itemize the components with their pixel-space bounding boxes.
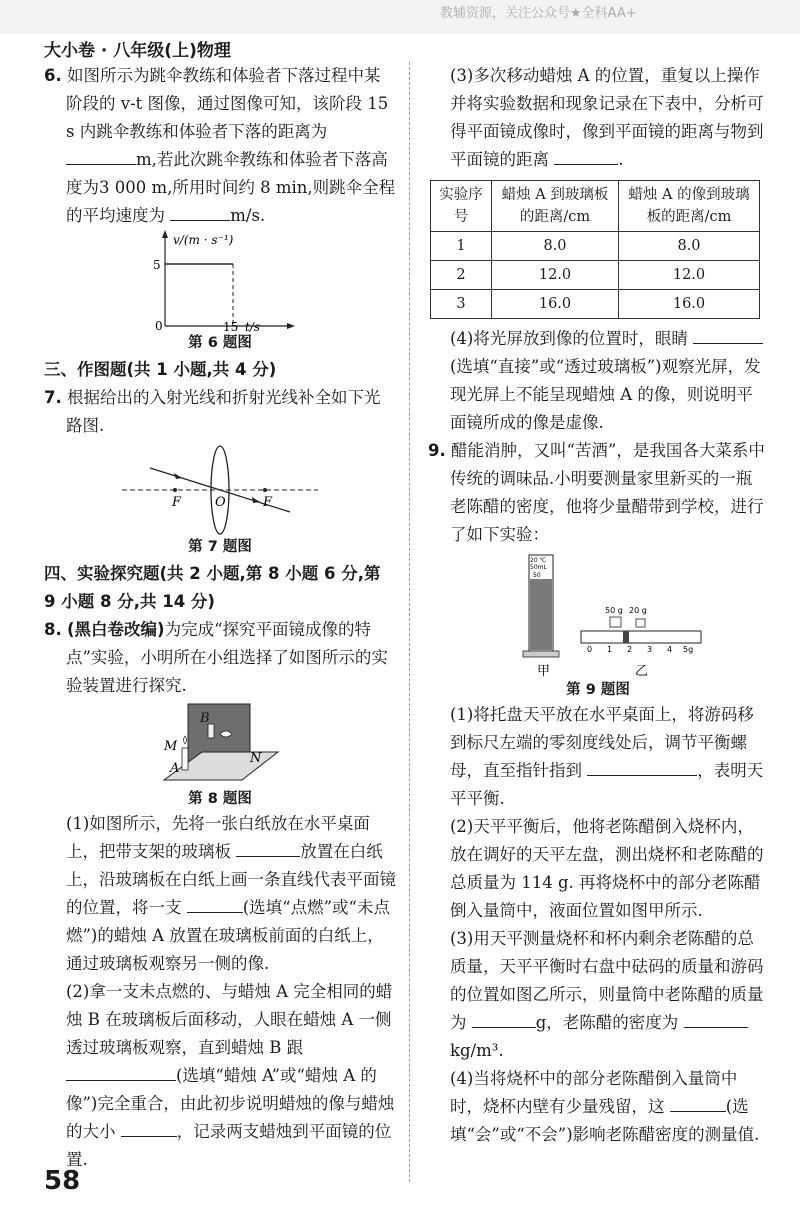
q8-data-table (430, 180, 760, 319)
q6-blank2[interactable] (170, 204, 230, 221)
q8-p3b: . (618, 150, 624, 169)
question-7 (44, 384, 396, 440)
lens-f-right: F (263, 495, 273, 510)
section-4-title: 四、实验探究题(共 2 小题,第 8 小题 6 分,第 9 小题 8 分,共 14 分) (44, 564, 381, 611)
table-cell: 12.0 (492, 261, 619, 290)
q8-part2 (44, 978, 396, 1174)
q8-p2a: (2)拿一支未点燃的、与蜡烛 A 完全相同的蜡烛 B 在玻璃板后面移动，人眼在蜡烛 A 一侧透过玻璃板观察，直到蜡烛 B 跟 (66, 982, 393, 1057)
cyl-ml: 50mL (530, 564, 547, 571)
right-column (428, 62, 768, 1149)
q6-blank1[interactable] (66, 148, 136, 165)
top-bar (0, 0, 800, 34)
section-3-title: 三、作图题(共 1 小题,共 4 分) (44, 360, 277, 379)
table-cell: 1 (431, 232, 492, 261)
table-row (431, 232, 760, 261)
scale-1: 1 (607, 645, 613, 654)
q8-tag: (黑白卷改编) (67, 620, 165, 639)
fig8-label-m: M (164, 739, 178, 754)
table-header: 蜡烛 A 到玻璃板的距离/cm (492, 181, 619, 232)
q9-p3a: (3)用天平测量烧杯和杯内剩余老陈醋的总质量，天平平衡时右盘中砝码的质量和游码的位置如图乙所示，则量筒中老陈醋的质量为 (450, 929, 764, 1032)
q8-blank6[interactable] (693, 327, 763, 344)
q8-blank5[interactable] (554, 148, 618, 165)
q9-p4a: (4)当将烧杯中的部分老陈醋倒入量筒中时，烧杯内壁有少量残留，这 (450, 1069, 738, 1116)
q6-text2: m,若此次跳伞教练和体验者下落高度为3 000 m,所用时间约 8 min,则跳伞全程的平均速度为 (66, 150, 396, 225)
q8-part4 (428, 325, 768, 437)
q6-caption: 第 6 题图 (188, 335, 252, 351)
scale-2: 2 (627, 645, 633, 654)
table-cell: 2 (431, 261, 492, 290)
lens-o: O (215, 495, 226, 510)
q9-blank4[interactable] (670, 1095, 726, 1112)
q9-blank1[interactable] (587, 759, 697, 776)
scale-5: 5g (683, 645, 694, 654)
q8-blank3[interactable] (66, 1064, 176, 1081)
q8-blank2[interactable] (187, 896, 243, 913)
q9-p3c: kg/m³. (450, 1041, 504, 1060)
table-cell: 12.0 (619, 261, 760, 290)
q7-number: 7. (44, 388, 62, 407)
q6-text1: 如图所示为跳伞教练和体验者下落过程中某阶段的 v-t 图像，通过图像可知，该阶段 15 s 内跳伞教练和体验者下落的距离为 (66, 66, 389, 141)
q7-text: 根据给出的入射光线和折射光线补全如下光路图. (66, 388, 381, 435)
weight-20g: 20 g (629, 606, 647, 615)
q9-part1 (428, 701, 768, 813)
q9-number: 9. (428, 441, 446, 460)
q8-p1c: (选填“点燃”或“未点燃”)的蜡烛 A 放置在玻璃板前面的白纸上，通过玻璃板观察另一侧的像. (66, 898, 390, 973)
left-column (44, 62, 396, 1174)
q7-lens-diagram (120, 440, 320, 536)
table-header: 蜡烛 A 的像到玻璃板的距离/cm (619, 181, 760, 232)
q8-part1 (44, 810, 396, 978)
q8-blank4[interactable] (121, 1120, 177, 1137)
graph-xtick: 15 (223, 320, 239, 332)
table-cell: 16.0 (492, 290, 619, 319)
q9-part4 (428, 1065, 768, 1149)
q9-p3b: g，老陈醋的密度为 (535, 1013, 679, 1032)
q8-p4b: (选填“直接”或“透过玻璃板”)观察光屏，发现光屏上不能呈现蜡烛 A 的像，则说明平面镜所成的像是虚像. (450, 357, 761, 432)
page-header: 大小卷 · 八年级(上)物理 (44, 41, 231, 61)
column-divider (409, 62, 410, 1182)
q9-figure (483, 549, 713, 679)
q6-text3: m/s. (230, 206, 266, 225)
q9-p4b: (选填“会”或“不会”)影响老陈醋密度的测量值. (450, 1097, 760, 1144)
table-header-row (431, 181, 760, 232)
q6-vt-graph (145, 230, 295, 332)
q8-blank1[interactable] (236, 840, 300, 857)
cyl-temp: 20 ℃ (530, 557, 547, 564)
table-cell: 3 (431, 290, 492, 319)
fig9-yi: 乙 (635, 664, 649, 679)
graph-ylabel: v/(m · s⁻¹) (173, 233, 234, 247)
question-6 (44, 62, 396, 230)
table-cell: 8.0 (619, 232, 760, 261)
lens-f-left: F (172, 495, 182, 510)
q8-p1b: 放置在白纸上，沿玻璃板在白纸上画一条直线代表平面镜的位置，将一支 (66, 842, 396, 917)
q8-caption: 第 8 题图 (188, 791, 252, 807)
q9-blank2[interactable] (472, 1011, 536, 1028)
q6-number: 6. (44, 66, 62, 85)
page-number: 58 (44, 1166, 81, 1196)
q8-number: 8. (44, 620, 62, 639)
cyl-50: 50 (533, 572, 541, 579)
graph-ytick: 5 (153, 258, 161, 272)
fig9-jia: 甲 (537, 664, 551, 679)
q9-caption: 第 9 题图 (566, 682, 630, 698)
scale-4: 4 (667, 645, 673, 654)
fig8-label-n: N (250, 751, 262, 766)
q8-mirror-setup (160, 700, 280, 788)
q9-p1a: (1)将托盘天平放在水平桌面上，将游码移到标尺左端的零刻度线处后，调节平衡螺母，直至指针指到 (450, 705, 754, 780)
question-8 (44, 616, 396, 700)
weight-50g: 50 g (605, 606, 623, 615)
fig8-label-b: B (200, 711, 210, 726)
q8-p3a: (3)多次移动蜡烛 A 的位置，重复以上操作并将实验数据和现象记录在下表中，分析可得平面镜成像时，像到平面镜的距离与物到平面镜的距离 (450, 66, 764, 169)
q9-part3 (428, 925, 768, 1065)
table-header: 实验序号 (431, 181, 492, 232)
fig8-label-a: A (170, 761, 180, 776)
q8-p1a: (1)如图所示，先将一张白纸放在水平桌面上，把带支架的玻璃板 (66, 814, 370, 861)
q9-text: 醋能消肿，又叫“苦酒”，是我国各大菜系中传统的调味品.小明要测量家里新买的一瓶老陈醋的密度，他将少量醋带到学校，进行了如下实验： (450, 441, 765, 544)
q9-p1b: ，表明天平平衡. (450, 761, 764, 808)
table-cell: 16.0 (619, 290, 760, 319)
q8-p4a: (4)将光屏放到像的位置时，眼睛 (450, 329, 688, 348)
q8-p2c: ，记录两支蜡烛到平面镜的位置. (66, 1122, 392, 1169)
table-row (431, 290, 760, 319)
graph-origin: 0 (155, 319, 163, 332)
scale-0: 0 (587, 645, 593, 654)
watermark: 教辅资源，关注公众号★全科AA+ (440, 6, 637, 21)
table-row (431, 261, 760, 290)
graph-xlabel: t/s (245, 320, 261, 332)
q8-p2b: (选填“蜡烛 A”或“蜡烛 A 的像”)完全重合，由此初步说明蜡烛的像与蜡烛的大小 (66, 1066, 395, 1141)
scale-3: 3 (647, 645, 653, 654)
question-9 (428, 437, 768, 549)
q7-caption: 第 7 题图 (188, 539, 252, 555)
q8-text: 为完成“探究平面镜成像的特点”实验，小明所在小组选择了如图所示的实验装置进行探究. (66, 620, 388, 695)
table-cell: 8.0 (492, 232, 619, 261)
q8-part3 (428, 62, 768, 174)
q9-blank3[interactable] (684, 1011, 748, 1028)
q9-part2: (2)天平平衡后，他将老陈醋倒入烧杯内，放在调好的天平左盘，测出烧杯和老陈醋的总质量为 114 g. 再将烧杯中的部分老陈醋倒入量筒中，液面位置如图甲所示. (450, 817, 764, 920)
